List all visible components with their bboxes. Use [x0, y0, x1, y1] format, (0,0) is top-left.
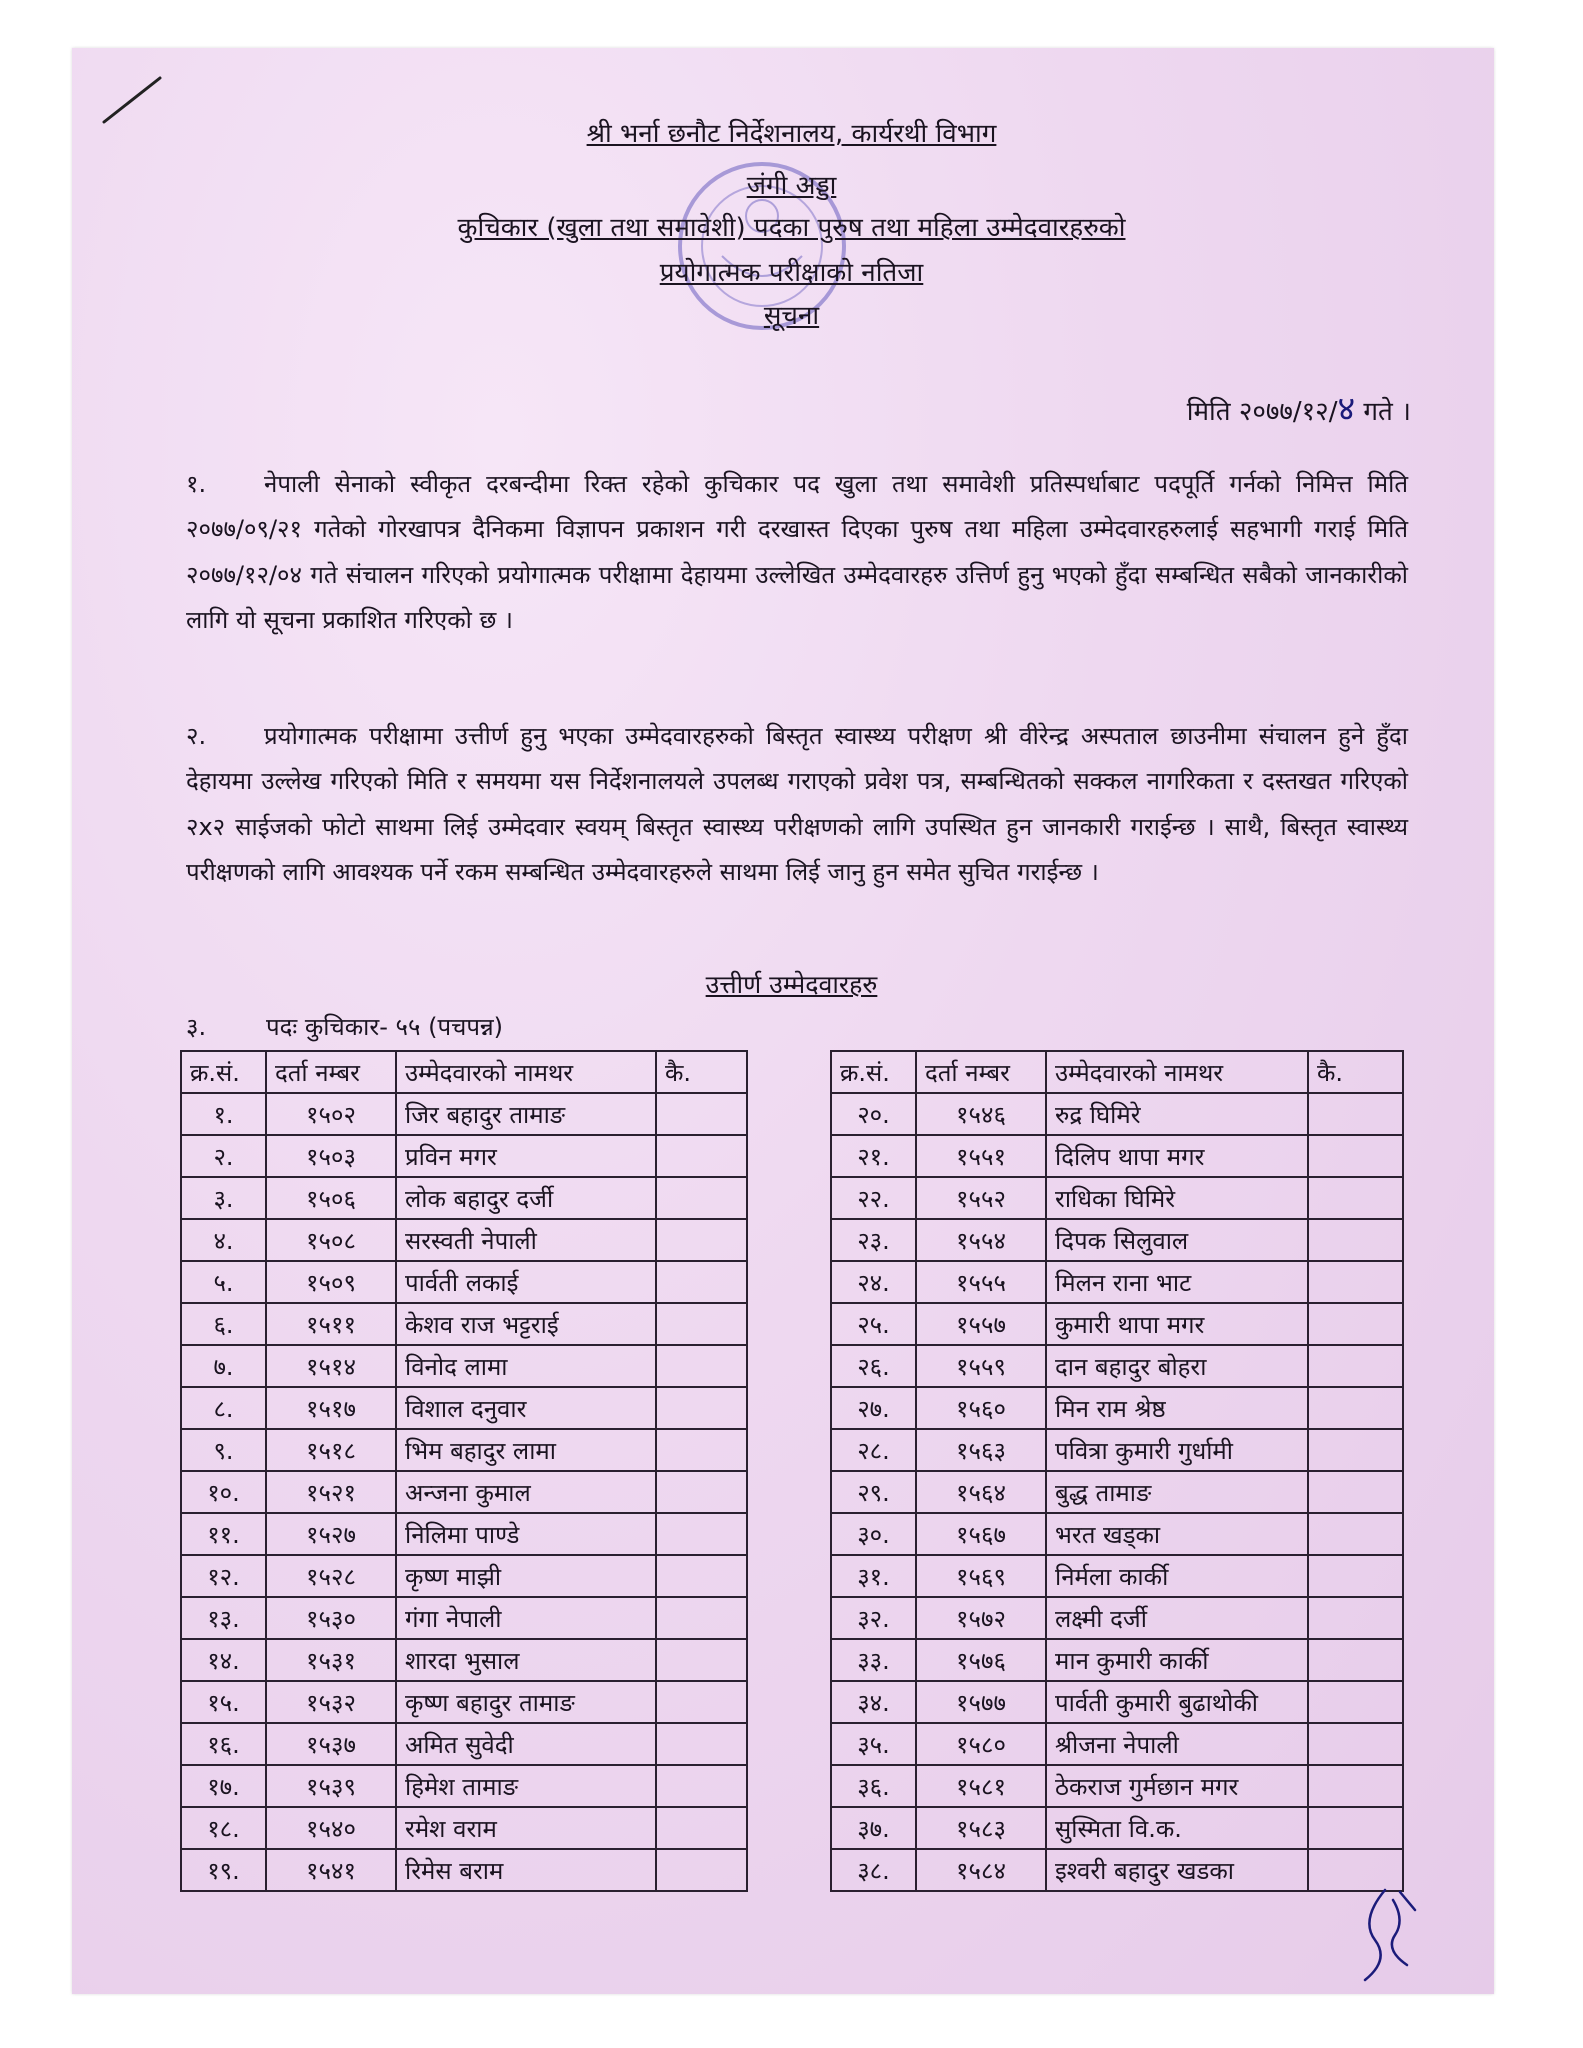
- cell-name: सुस्मिता वि.क.: [1046, 1807, 1308, 1849]
- table-row: [831, 1723, 1403, 1765]
- table-row: [181, 1597, 747, 1639]
- cell-reg-no: १५४१: [266, 1849, 396, 1891]
- cell-name: राधिका घिमिरे: [1046, 1177, 1308, 1219]
- cell-name: अमित सुवेदी: [396, 1723, 656, 1765]
- col-header-serial: क्र.सं.: [831, 1051, 916, 1093]
- cell-reg-no: १५१७: [266, 1387, 396, 1429]
- cell-name: दिलिप थापा मगर: [1046, 1135, 1308, 1177]
- cell-name: केशव राज भट्टराई: [396, 1303, 656, 1345]
- header-result-title: प्रयोगात्मक परीक्षाको नतिजा: [659, 258, 924, 288]
- table-row: [181, 1723, 747, 1765]
- table-row: [831, 1681, 1403, 1723]
- table-row: [831, 1387, 1403, 1429]
- col-header-reg-no: दर्ता नम्बर: [266, 1051, 396, 1093]
- cell-remarks: [656, 1177, 747, 1219]
- table-row: [831, 1135, 1403, 1177]
- table-header-row: [831, 1051, 1403, 1093]
- results-table-right: [830, 1050, 1404, 1892]
- cell-reg-no: १५३९: [266, 1765, 396, 1807]
- cell-serial: ३४.: [831, 1681, 916, 1723]
- cell-remarks: [656, 1807, 747, 1849]
- cell-reg-no: १५३२: [266, 1681, 396, 1723]
- cell-name: इश्वरी बहादुर खडका: [1046, 1849, 1308, 1891]
- cell-reg-no: १५०२: [266, 1093, 396, 1135]
- cell-name: शारदा भुसाल: [396, 1639, 656, 1681]
- cell-remarks: [656, 1261, 747, 1303]
- table-row: [831, 1303, 1403, 1345]
- cell-reg-no: १५६०: [916, 1387, 1046, 1429]
- col-header-reg-no: दर्ता नम्बर: [916, 1051, 1046, 1093]
- cell-serial: १.: [181, 1093, 266, 1135]
- table-row: [831, 1219, 1403, 1261]
- cell-serial: ३.: [181, 1177, 266, 1219]
- table-row: [831, 1849, 1403, 1891]
- cell-reg-no: १५५१: [916, 1135, 1046, 1177]
- cell-reg-no: १५४६: [916, 1093, 1046, 1135]
- cell-serial: १८.: [181, 1807, 266, 1849]
- cell-name: दान बहादुर बोहरा: [1046, 1345, 1308, 1387]
- cell-serial: ३३.: [831, 1639, 916, 1681]
- cell-name: निर्मला कार्की: [1046, 1555, 1308, 1597]
- cell-serial: ३८.: [831, 1849, 916, 1891]
- table-header-row: [181, 1051, 747, 1093]
- cell-name: मान कुमारी कार्की: [1046, 1639, 1308, 1681]
- cell-name: विशाल दनुवार: [396, 1387, 656, 1429]
- cell-serial: २९.: [831, 1471, 916, 1513]
- cell-reg-no: १५८०: [916, 1723, 1046, 1765]
- cell-remarks: [1308, 1387, 1403, 1429]
- header-subject: कुचिकार (खुला तथा समावेशी) पदका पुरुष तथा महिला उम्मेदवारहरुको: [457, 213, 1126, 243]
- col-header-serial: क्र.सं.: [181, 1051, 266, 1093]
- cell-name: प्रविन मगर: [396, 1135, 656, 1177]
- cell-serial: ८.: [181, 1387, 266, 1429]
- cell-serial: ९.: [181, 1429, 266, 1471]
- cell-reg-no: १५५७: [916, 1303, 1046, 1345]
- cell-serial: ३५.: [831, 1723, 916, 1765]
- table-row: [181, 1093, 747, 1135]
- cell-reg-no: १५७६: [916, 1639, 1046, 1681]
- cell-reg-no: १५०३: [266, 1135, 396, 1177]
- post-text: पदः कुचिकार- ५५ (पचपन्न): [266, 1013, 503, 1041]
- cell-serial: २४.: [831, 1261, 916, 1303]
- cell-reg-no: १५३०: [266, 1597, 396, 1639]
- cell-remarks: [656, 1639, 747, 1681]
- cell-reg-no: १५२८: [266, 1555, 396, 1597]
- paragraph-text: नेपाली सेनाको स्वीकृत दरबन्दीमा रिक्त रहेको कुचिकार पद खुला तथा समावेशी प्रतिस्पर्धाबाट पदपूर्ति गर्नको निमित्त मिति २०७७/०९/२१ गतेको गोरखापत्र दैनिकमा विज्ञापन प्रकाशन गरी दरखास्त दिएका पुरुष तथा महिला उम्मेदवारहरुलाई सहभागी गराई मिति २०७७/१२/०४ गते संचालन गरिएको प्रयोगात्मक परीक्षामा देहायमा उल्लेखित उम्मेदवारहरु उत्तिर्ण हुनु भएको हुँदा सम्बन्धित सबैको जानकारीको लागि यो सूचना प्रकाशित गरिएको छ ।: [186, 470, 1408, 635]
- cell-remarks: [656, 1555, 747, 1597]
- table-row: [831, 1345, 1403, 1387]
- cell-serial: २२.: [831, 1177, 916, 1219]
- header-directorate: श्री भर्ना छनौट निर्देशनालय, कार्यरथी विभाग: [586, 119, 997, 149]
- cell-name: अन्जना कुमाल: [396, 1471, 656, 1513]
- table-row: [181, 1303, 747, 1345]
- cell-serial: २३.: [831, 1219, 916, 1261]
- cell-reg-no: १५११: [266, 1303, 396, 1345]
- cell-serial: १२.: [181, 1555, 266, 1597]
- cell-name: लोक बहादुर दर्जी: [396, 1177, 656, 1219]
- cell-reg-no: १५५९: [916, 1345, 1046, 1387]
- cell-remarks: [1308, 1597, 1403, 1639]
- cell-name: बुद्ध तामाङ: [1046, 1471, 1308, 1513]
- cell-remarks: [1308, 1303, 1403, 1345]
- table-row: [831, 1555, 1403, 1597]
- cell-name: भिम बहादुर लामा: [396, 1429, 656, 1471]
- table-row: [181, 1345, 747, 1387]
- cell-reg-no: १५७२: [916, 1597, 1046, 1639]
- cell-remarks: [656, 1681, 747, 1723]
- handwritten-signature: [1345, 1880, 1425, 1990]
- cell-reg-no: १५५५: [916, 1261, 1046, 1303]
- cell-remarks: [1308, 1807, 1403, 1849]
- post-number: ३.: [186, 1013, 207, 1041]
- cell-serial: ३६.: [831, 1765, 916, 1807]
- cell-remarks: [656, 1303, 747, 1345]
- cell-remarks: [1308, 1093, 1403, 1135]
- cell-remarks: [656, 1219, 747, 1261]
- paragraph-1: [186, 462, 1408, 644]
- cell-name: लक्ष्मी दर्जी: [1046, 1597, 1308, 1639]
- cell-reg-no: १५६४: [916, 1471, 1046, 1513]
- cell-name: सरस्वती नेपाली: [396, 1219, 656, 1261]
- cell-serial: ३१.: [831, 1555, 916, 1597]
- cell-name: भरत खड्का: [1046, 1513, 1308, 1555]
- cell-remarks: [1308, 1135, 1403, 1177]
- paragraph-number: २.: [186, 722, 207, 750]
- cell-reg-no: १५४०: [266, 1807, 396, 1849]
- cell-remarks: [1308, 1345, 1403, 1387]
- cell-reg-no: १५१४: [266, 1345, 396, 1387]
- cell-reg-no: १५८४: [916, 1849, 1046, 1891]
- table-row: [181, 1555, 747, 1597]
- cell-serial: ३०.: [831, 1513, 916, 1555]
- date-suffix: गते ।: [1363, 397, 1411, 427]
- table-row: [181, 1261, 747, 1303]
- table-row: [181, 1765, 747, 1807]
- table-row: [831, 1513, 1403, 1555]
- date-handwritten-day: ४: [1337, 389, 1356, 429]
- cell-remarks: [656, 1387, 747, 1429]
- cell-reg-no: १५०९: [266, 1261, 396, 1303]
- cell-remarks: [1308, 1429, 1403, 1471]
- table-row: [831, 1597, 1403, 1639]
- col-header-name: उम्मेदवारको नामथर: [1046, 1051, 1308, 1093]
- table-row: [181, 1219, 747, 1261]
- table-row: [181, 1681, 747, 1723]
- cell-remarks: [656, 1135, 747, 1177]
- cell-reg-no: १५०६: [266, 1177, 396, 1219]
- table-row: [181, 1429, 747, 1471]
- cell-name: पवित्रा कुमारी गुर्धामी: [1046, 1429, 1308, 1471]
- cell-serial: २६.: [831, 1345, 916, 1387]
- cell-serial: १६.: [181, 1723, 266, 1765]
- table-row: [181, 1639, 747, 1681]
- cell-remarks: [1308, 1765, 1403, 1807]
- cell-name: कुमारी थापा मगर: [1046, 1303, 1308, 1345]
- header-notice: सूचना: [763, 301, 820, 331]
- cell-reg-no: १५६९: [916, 1555, 1046, 1597]
- cell-reg-no: १५२१: [266, 1471, 396, 1513]
- cell-remarks: [1308, 1555, 1403, 1597]
- col-header-name: उम्मेदवारको नामथर: [396, 1051, 656, 1093]
- paragraph-number: १.: [186, 470, 207, 498]
- cell-serial: ५.: [181, 1261, 266, 1303]
- cell-remarks: [1308, 1681, 1403, 1723]
- table-row: [831, 1093, 1403, 1135]
- cell-name: मिन राम श्रेष्ठ: [1046, 1387, 1308, 1429]
- cell-reg-no: १५३७: [266, 1723, 396, 1765]
- cell-serial: ४.: [181, 1219, 266, 1261]
- cell-serial: १०.: [181, 1471, 266, 1513]
- notice-date: [1187, 384, 1411, 430]
- cell-reg-no: १५७७: [916, 1681, 1046, 1723]
- cell-remarks: [656, 1429, 747, 1471]
- table-row: [181, 1513, 747, 1555]
- cell-remarks: [1308, 1261, 1403, 1303]
- cell-name: विनोद लामा: [396, 1345, 656, 1387]
- cell-remarks: [1308, 1639, 1403, 1681]
- cell-name: रिमेस बराम: [396, 1849, 656, 1891]
- cell-reg-no: १५२७: [266, 1513, 396, 1555]
- cell-remarks: [656, 1849, 747, 1891]
- cell-name: रुद्र घिमिरे: [1046, 1093, 1308, 1135]
- cell-reg-no: १५८१: [916, 1765, 1046, 1807]
- cell-serial: १३.: [181, 1597, 266, 1639]
- cell-remarks: [1308, 1219, 1403, 1261]
- col-header-remarks: कै.: [656, 1051, 747, 1093]
- table-row: [831, 1639, 1403, 1681]
- table-row: [181, 1177, 747, 1219]
- cell-name: मिलन राना भाट: [1046, 1261, 1308, 1303]
- header-office: जंगी अड्डा: [746, 171, 837, 201]
- cell-serial: ७.: [181, 1345, 266, 1387]
- cell-reg-no: १५६३: [916, 1429, 1046, 1471]
- cell-serial: ११.: [181, 1513, 266, 1555]
- table-row: [181, 1471, 747, 1513]
- cell-serial: १७.: [181, 1765, 266, 1807]
- cell-name: निलिमा पाण्डे: [396, 1513, 656, 1555]
- cell-remarks: [1308, 1513, 1403, 1555]
- cell-remarks: [1308, 1723, 1403, 1765]
- cell-name: पार्वती कुमारी बुढाथोकी: [1046, 1681, 1308, 1723]
- cell-name: जिर बहादुर तामाङ: [396, 1093, 656, 1135]
- cell-name: कृष्ण माझी: [396, 1555, 656, 1597]
- cell-remarks: [1308, 1177, 1403, 1219]
- cell-remarks: [656, 1093, 747, 1135]
- paragraph-2: [186, 714, 1408, 896]
- section-title: उत्तीर्ण उम्मेदवारहरु: [705, 970, 878, 999]
- cell-reg-no: १५०८: [266, 1219, 396, 1261]
- table-row: [831, 1177, 1403, 1219]
- cell-name: हिमेश तामाङ: [396, 1765, 656, 1807]
- table-row: [181, 1849, 747, 1891]
- cell-serial: १५.: [181, 1681, 266, 1723]
- cell-remarks: [656, 1723, 747, 1765]
- cell-serial: २१.: [831, 1135, 916, 1177]
- cell-serial: २८.: [831, 1429, 916, 1471]
- post-line: [186, 1010, 503, 1043]
- cell-serial: ३२.: [831, 1597, 916, 1639]
- table-row: [831, 1765, 1403, 1807]
- cell-remarks: [656, 1765, 747, 1807]
- cell-serial: २७.: [831, 1387, 916, 1429]
- cell-name: दिपक सिलुवाल: [1046, 1219, 1308, 1261]
- cell-reg-no: १५५२: [916, 1177, 1046, 1219]
- table-row: [831, 1261, 1403, 1303]
- cell-name: गंगा नेपाली: [396, 1597, 656, 1639]
- cell-remarks: [656, 1345, 747, 1387]
- table-row: [181, 1135, 747, 1177]
- cell-remarks: [656, 1513, 747, 1555]
- cell-serial: ३७.: [831, 1807, 916, 1849]
- results-table-left: [180, 1050, 748, 1892]
- table-row: [181, 1387, 747, 1429]
- cell-reg-no: १५८३: [916, 1807, 1046, 1849]
- cell-reg-no: १५५४: [916, 1219, 1046, 1261]
- table-row: [181, 1807, 747, 1849]
- cell-name: ठेकराज गुर्मछान मगर: [1046, 1765, 1308, 1807]
- cell-serial: २५.: [831, 1303, 916, 1345]
- cell-serial: ६.: [181, 1303, 266, 1345]
- cell-remarks: [1308, 1471, 1403, 1513]
- cell-name: रमेश वराम: [396, 1807, 656, 1849]
- cell-serial: २.: [181, 1135, 266, 1177]
- cell-serial: १९.: [181, 1849, 266, 1891]
- table-row: [831, 1807, 1403, 1849]
- paragraph-text: प्रयोगात्मक परीक्षामा उत्तीर्ण हुनु भएका उम्मेदवारहरुको बिस्तृत स्वास्थ्य परीक्षण श्री वीरेन्द्र अस्पताल छाउनीमा संचालन हुने हुँदा देहायमा उल्लेख गरिएको मिति र समयमा यस निर्देशनालयले उपलब्ध गराएको प्रवेश पत्र, सम्बन्धितको सक्कल नागरिकता र दस्तखत गरिएको २x२ साईजको फोटो साथमा लिई उम्मेदवार स्वयम् बिस्तृत स्वास्थ्य परीक्षणको लागि उपस्थित हुन जानकारी गराईन्छ । साथै, बिस्तृत स्वास्थ्य परीक्षणको लागि आवश्यक पर्ने रकम सम्बन्धित उम्मेदवारहरुले साथमा लिई जानु हुन समेत सुचित गराईन्छ ।: [186, 722, 1408, 887]
- cell-name: कृष्ण बहादुर तामाङ: [396, 1681, 656, 1723]
- table-row: [831, 1471, 1403, 1513]
- cell-reg-no: १५१८: [266, 1429, 396, 1471]
- cell-name: श्रीजना नेपाली: [1046, 1723, 1308, 1765]
- cell-remarks: [656, 1471, 747, 1513]
- table-row: [831, 1429, 1403, 1471]
- cell-name: पार्वती लकाई: [396, 1261, 656, 1303]
- cell-serial: २०.: [831, 1093, 916, 1135]
- cell-serial: १४.: [181, 1639, 266, 1681]
- date-prefix: मिति २०७७/१२/: [1186, 397, 1338, 427]
- cell-reg-no: १५३१: [266, 1639, 396, 1681]
- cell-reg-no: १५६७: [916, 1513, 1046, 1555]
- cell-remarks: [656, 1597, 747, 1639]
- col-header-remarks: कै.: [1308, 1051, 1403, 1093]
